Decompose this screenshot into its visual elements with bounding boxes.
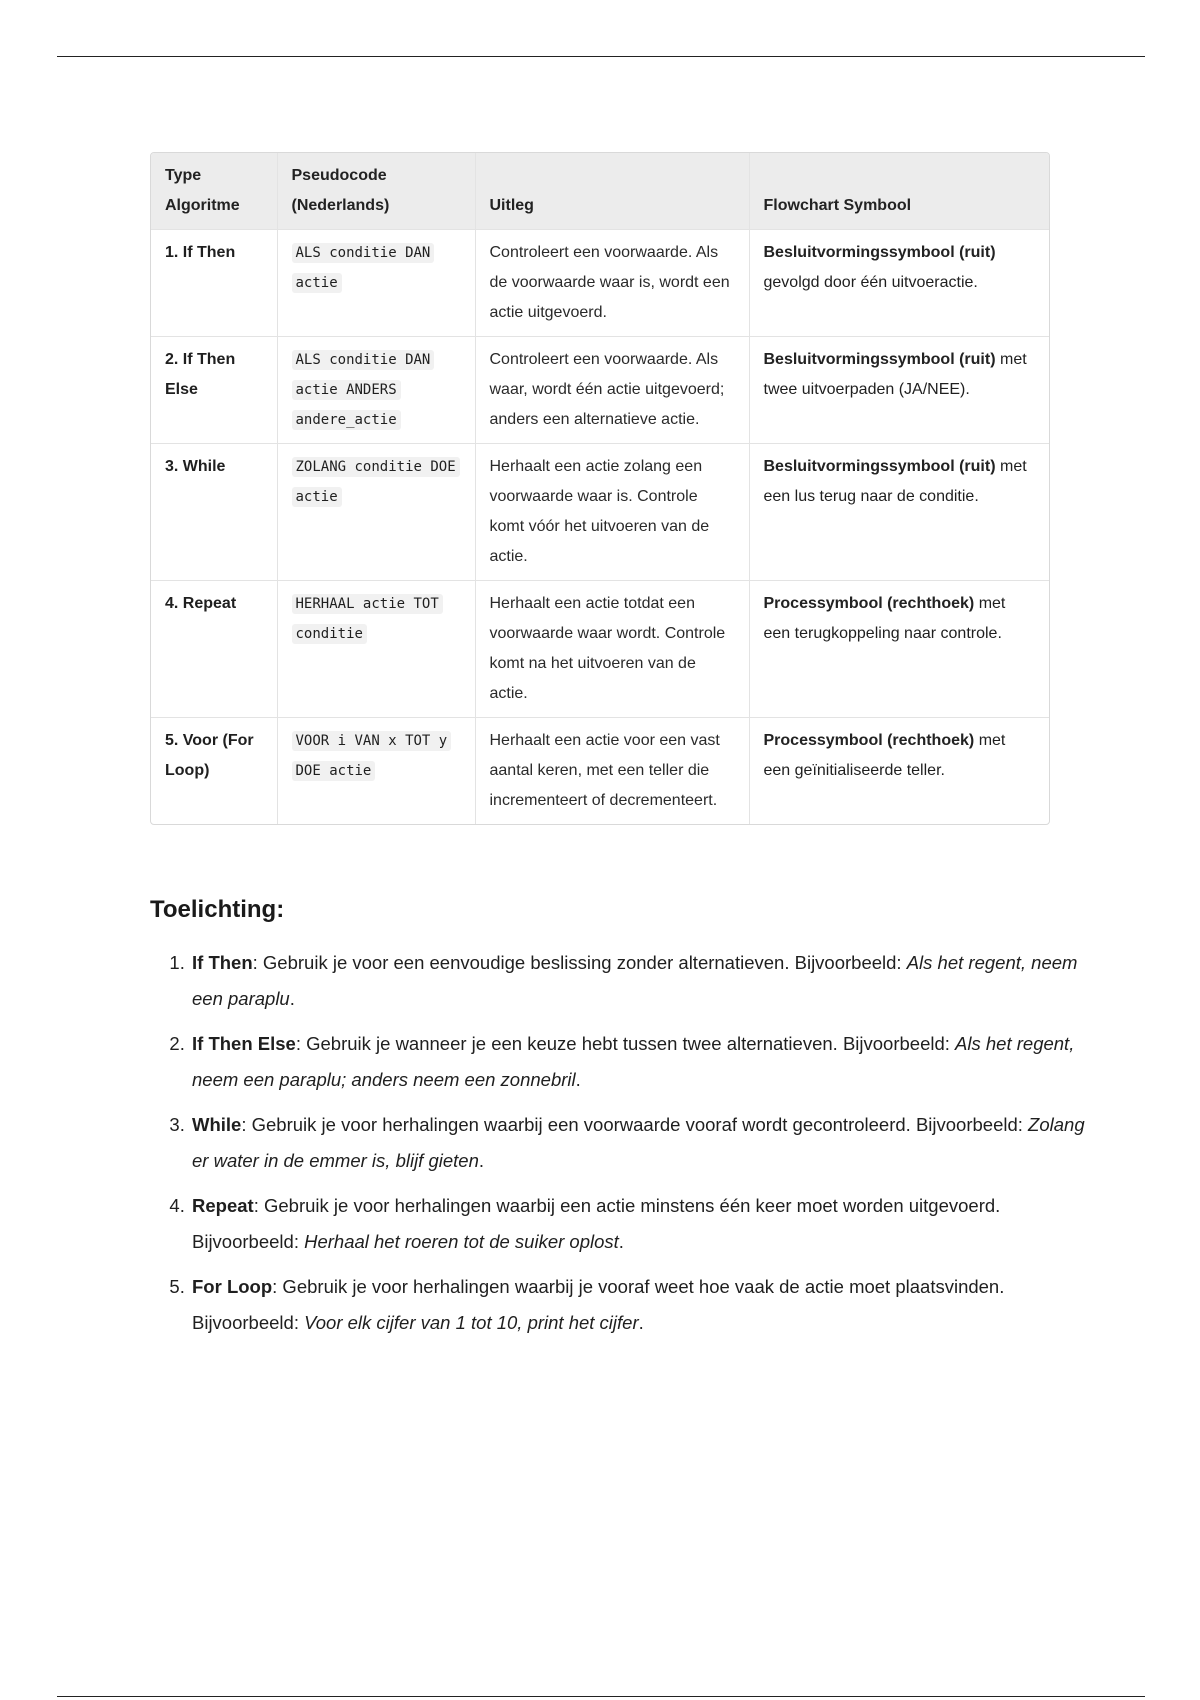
cell-uitleg: Herhaalt een actie zolang een voorwaarde waar is. Controle komt vóór het uitvoeren van de actie. xyxy=(475,444,749,581)
cell-symbol xyxy=(749,337,1049,444)
list-item-example: Zolang er water in de emmer is, blijf gieten xyxy=(192,1114,1085,1171)
cell-symbol xyxy=(749,230,1049,337)
symbol-description: met een lus terug naar de conditie. xyxy=(763,458,1027,505)
col-header-symbol: Flowchart Symbool xyxy=(749,153,1049,230)
list-item-text: : Gebruik je wanneer je een keuze hebt tussen twee alternatieven. Bijvoorbeeld: xyxy=(295,1033,956,1054)
pseudocode-snippet: ALS conditie DAN actie ANDERS andere_actie xyxy=(292,350,435,430)
list-item-term: Repeat xyxy=(192,1195,254,1216)
cell-uitleg: Controleert een voorwaarde. Als de voorwaarde waar is, wordt een actie uitgevoerd. xyxy=(475,230,749,337)
table-header-row xyxy=(151,153,1049,230)
symbol-description: gevolgd door één uitvoeractie. xyxy=(763,274,978,291)
list-item xyxy=(190,1107,1095,1179)
cell-pseudocode xyxy=(277,444,475,581)
list-item-example: Als het regent, neem een paraplu; anders neem een zonnebril xyxy=(192,1033,1075,1090)
list-item-example: Herhaal het roeren tot de suiker oplost xyxy=(304,1231,619,1252)
cell-uitleg: Controleert een voorwaarde. Als waar, wordt één actie uitgevoerd; anders een alternatieve actie. xyxy=(475,337,749,444)
list-item-text: : Gebruik je voor een eenvoudige beslissing zonder alternatieven. Bijvoorbeeld: xyxy=(252,952,907,973)
cell-type: 1. If Then xyxy=(151,230,277,337)
symbol-name: Besluitvormingssymbool (ruit) xyxy=(763,351,996,368)
symbol-description: met twee uitvoerpaden (JA/NEE). xyxy=(763,351,1027,398)
cell-symbol xyxy=(749,718,1049,825)
cell-pseudocode xyxy=(277,718,475,825)
cell-pseudocode xyxy=(277,337,475,444)
footer-rule xyxy=(57,1696,1145,1697)
pseudocode-snippet: VOOR i VAN x TOT y DOE actie xyxy=(292,731,452,781)
list-item-example: Voor elk cijfer van 1 tot 10, print het cijfer xyxy=(304,1312,639,1333)
symbol-name: Processymbool (rechthoek) xyxy=(763,595,975,612)
cell-type: 3. While xyxy=(151,444,277,581)
symbol-description: met een terugkoppeling naar controle. xyxy=(763,595,1006,642)
pseudocode-snippet: ALS conditie DAN actie xyxy=(292,243,435,293)
list-item-term: While xyxy=(192,1114,242,1135)
cell-symbol xyxy=(749,444,1049,581)
cell-symbol xyxy=(749,581,1049,718)
table-row xyxy=(151,718,1049,825)
list-item xyxy=(190,1026,1095,1098)
symbol-name: Besluitvormingssymbool (ruit) xyxy=(763,458,996,475)
cell-uitleg: Herhaalt een actie voor een vast aantal keren, met een teller die incrementeert of decrementeert. xyxy=(475,718,749,825)
cell-type: 2. If Then Else xyxy=(151,337,277,444)
list-item-term: For Loop xyxy=(192,1276,273,1297)
symbol-name: Processymbool (rechthoek) xyxy=(763,732,975,749)
list-item-term: If Then Else xyxy=(192,1033,296,1054)
cell-uitleg: Herhaalt een actie totdat een voorwaarde waar wordt. Controle komt na het uitvoeren van de actie. xyxy=(475,581,749,718)
list-item xyxy=(190,945,1095,1017)
list-item-end: . xyxy=(618,1231,624,1252)
list-item-text: : Gebruik je voor herhalingen waarbij een voorwaarde vooraf wordt gecontroleerd. Bijvoorbeeld: xyxy=(241,1114,1029,1135)
symbol-name: Besluitvormingssymbool (ruit) xyxy=(763,244,996,261)
col-header-type: Type Algoritme xyxy=(151,153,277,230)
list-item-end: . xyxy=(638,1312,644,1333)
table-row xyxy=(151,337,1049,444)
cell-pseudocode xyxy=(277,230,475,337)
toelichting-heading: Toelichting: xyxy=(150,896,285,923)
algorithm-table xyxy=(150,152,1050,825)
list-item xyxy=(190,1188,1095,1260)
symbol-description: met een geïnitialiseerde teller. xyxy=(763,732,1006,779)
list-item-term: If Then xyxy=(192,952,253,973)
list-item-end: . xyxy=(575,1069,581,1090)
list-item xyxy=(190,1269,1095,1341)
list-item-text: : Gebruik je voor herhalingen waarbij je vooraf weet hoe vaak de actie moet plaatsvinden. Bijvoorbeeld: xyxy=(192,1276,1005,1333)
header-rule xyxy=(57,56,1145,57)
list-item-end: . xyxy=(478,1150,485,1171)
table-row xyxy=(151,230,1049,337)
cell-pseudocode xyxy=(277,581,475,718)
cell-type: 5. Voor (For Loop) xyxy=(151,718,277,825)
table-row xyxy=(151,444,1049,581)
col-header-uitleg: Uitleg xyxy=(475,153,749,230)
list-item-text: : Gebruik je voor herhalingen waarbij een actie minstens één keer moet worden uitgevoerd. Bijvoorbeeld: xyxy=(192,1195,1001,1252)
list-item-example: Als het regent, neem een paraplu xyxy=(192,952,1078,1009)
toelichting-list xyxy=(150,945,1095,1350)
cell-type: 4. Repeat xyxy=(151,581,277,718)
table-row xyxy=(151,581,1049,718)
pseudocode-snippet: HERHAAL actie TOT conditie xyxy=(292,594,443,644)
pseudocode-snippet: ZOLANG conditie DOE actie xyxy=(292,457,460,507)
list-item-end: . xyxy=(289,988,295,1009)
col-header-pseudocode: Pseudocode (Nederlands) xyxy=(277,153,475,230)
